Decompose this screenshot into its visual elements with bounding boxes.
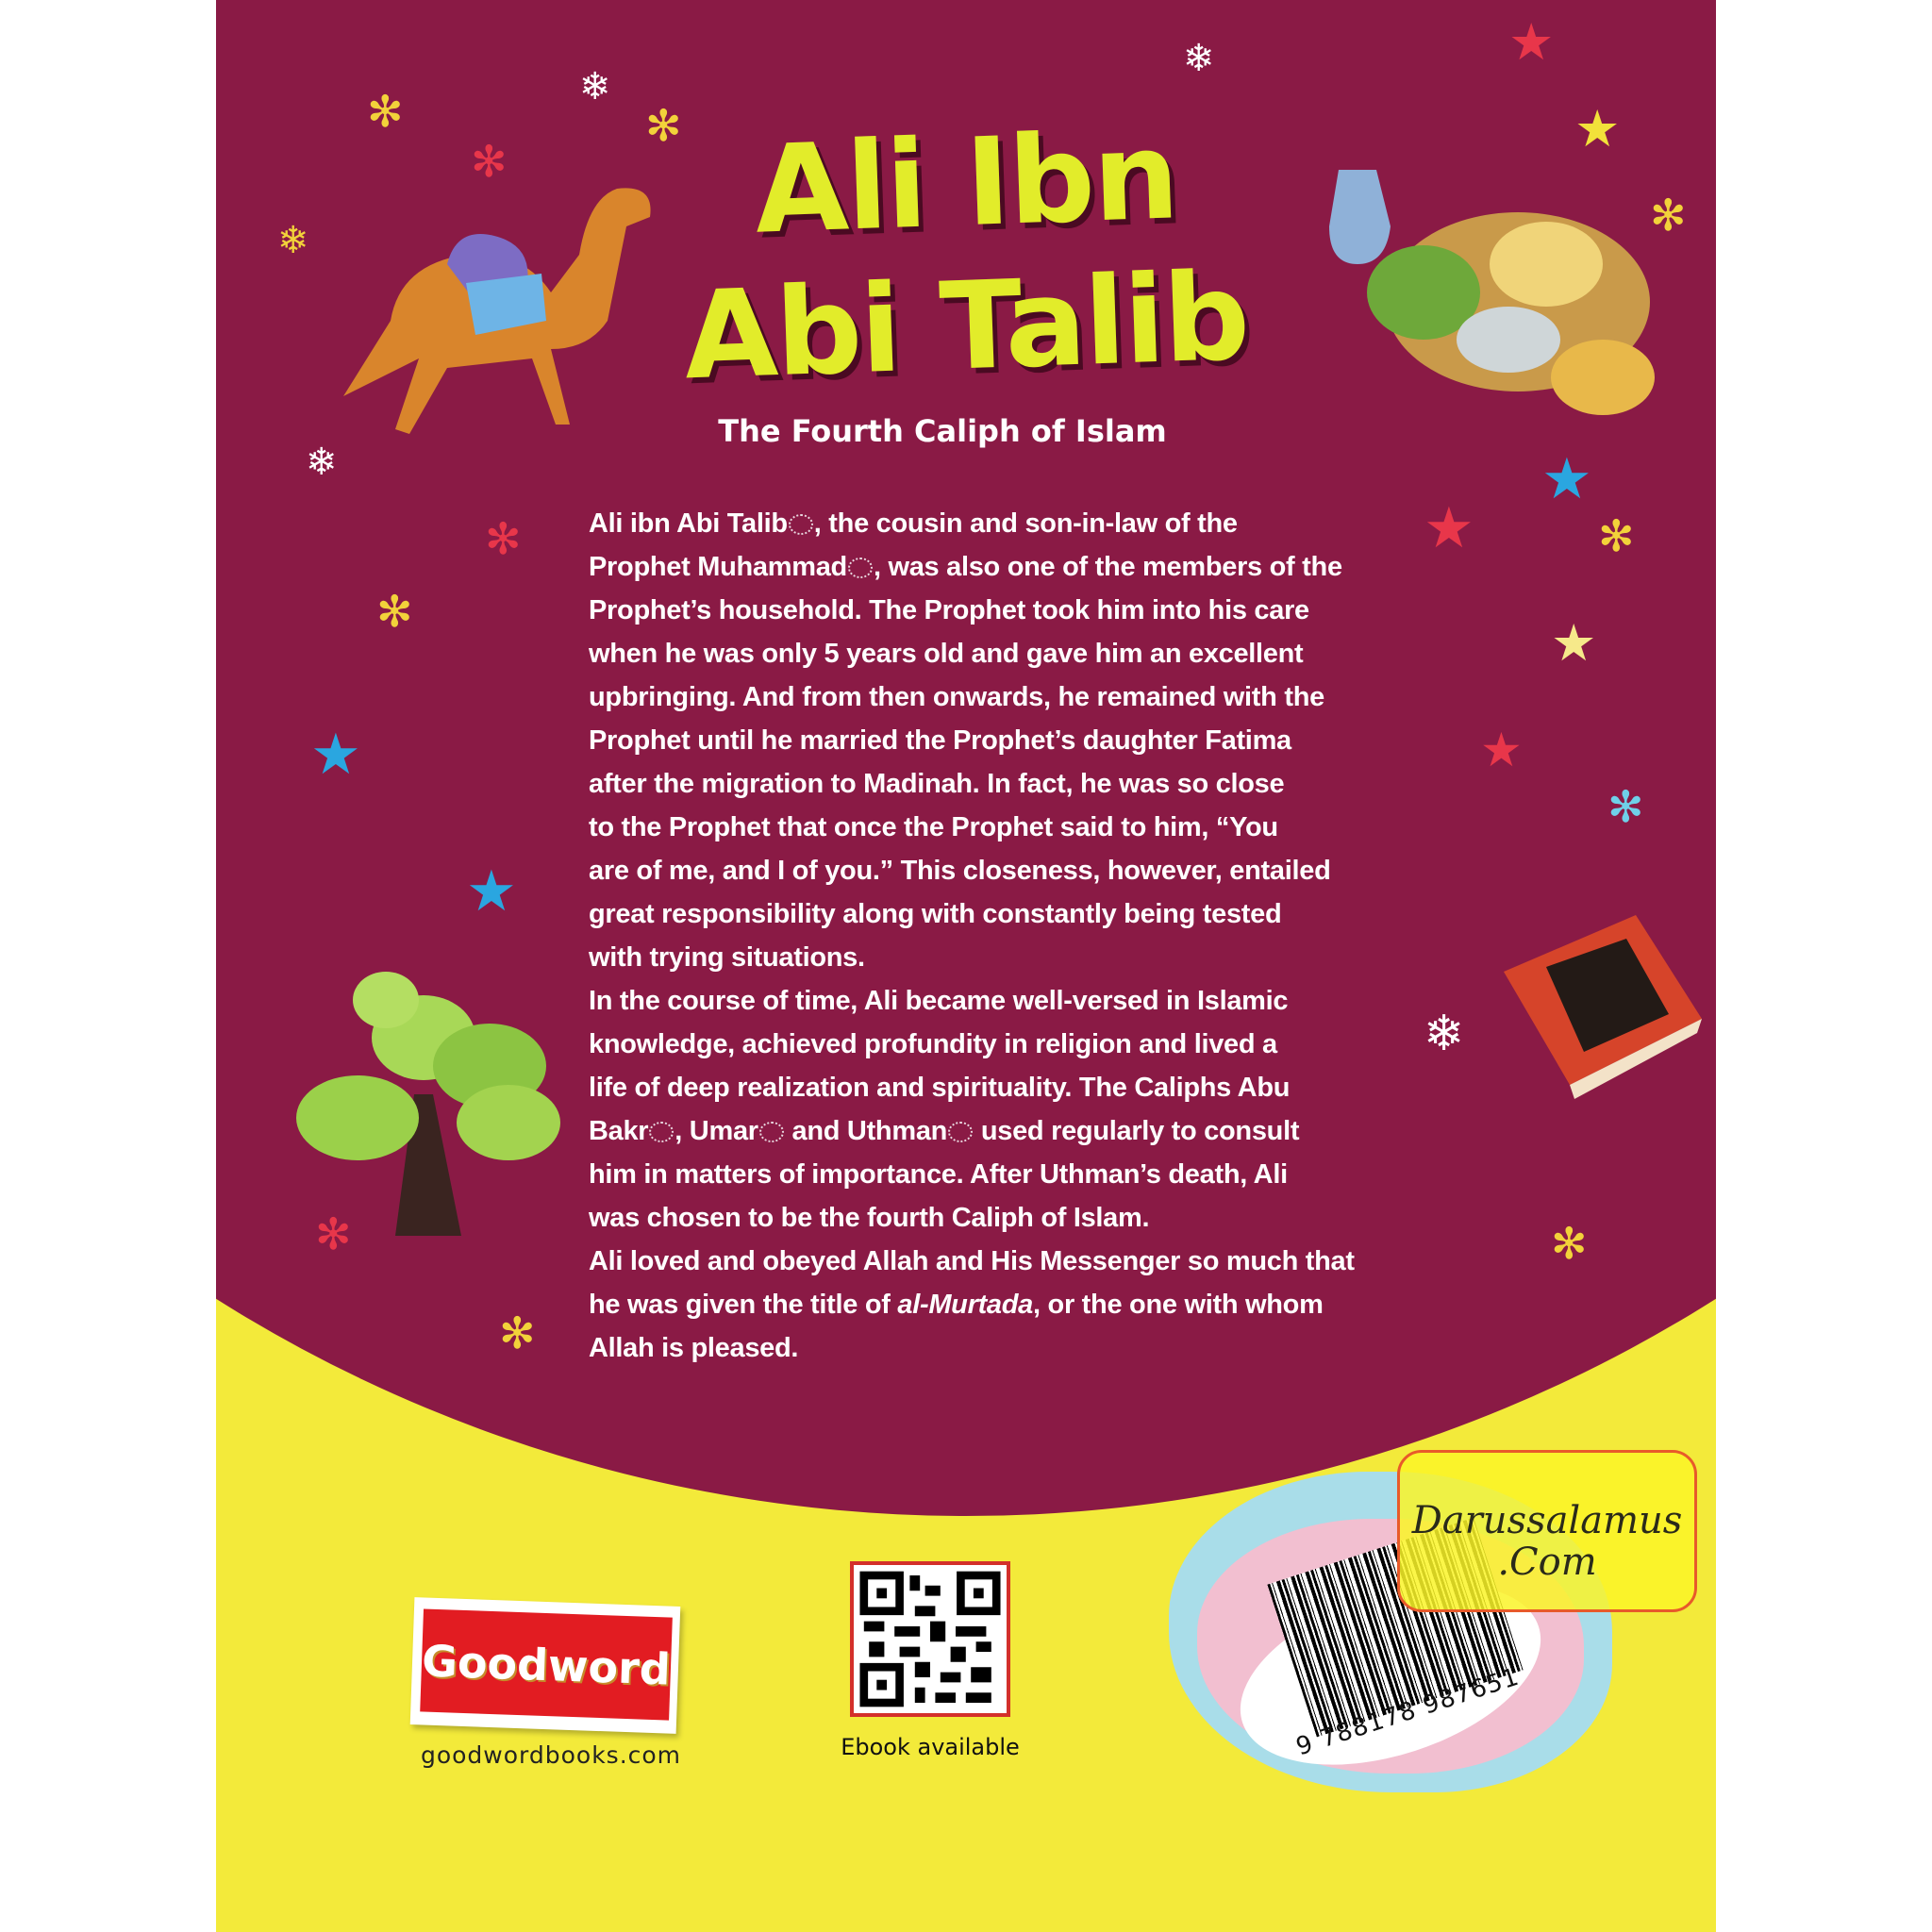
text-segment: , Umar [675,1116,758,1146]
text-line: Prophet’s household. The Prophet took him into his care [589,595,1309,625]
star-icon: ★ [1551,613,1597,673]
synopsis [589,502,1355,1370]
text-line: upbringing. And from then onwards, he remained with the [589,682,1324,712]
snowflake-icon: ❄ [1183,37,1215,80]
star-icon: ★ [466,858,517,924]
book-illustration [1494,915,1707,1123]
flower-star-icon: ✻ [645,100,682,151]
text-line: great responsibility along with constantly being tested [589,899,1282,929]
text-line: In the course of time, Ali became well-versed in Islamic [589,986,1289,1016]
honorific-icon [649,1122,674,1142]
tree-illustration [282,943,565,1245]
text-segment: Ali ibn Abi Talib [589,508,788,539]
ebook-caption: Ebook available [841,1734,1020,1760]
flower-star-icon: ✻ [485,513,522,564]
star-icon: ★ [1424,495,1474,561]
text-line: Allah is pleased. [589,1333,799,1363]
snowflake-icon: ❄ [1424,1006,1465,1062]
isbn-number: 9 788178 987651 [1292,1662,1524,1762]
qr-code [850,1561,1010,1717]
qr-pattern [854,1565,1007,1713]
flower-star-icon: ✻ [1551,1218,1588,1269]
star-icon: ★ [1480,723,1523,777]
text-line: Prophet until he married the Prophet’s daughter Fatima [589,725,1291,756]
text-line: life of deep realization and spirituality. The Caliphs Abu [589,1073,1291,1103]
star-icon: ★ [1574,99,1621,158]
text-segment: used regularly to consult [974,1116,1300,1146]
snowflake-icon: ❄ [306,441,338,484]
honorific-icon [759,1122,784,1142]
honorific-icon [848,558,873,578]
text-line: to the Prophet that once the Prophet said to him, “You [589,812,1278,842]
book-title-line1: Ali Ibn [752,106,1180,261]
text-line: after the migration to Madinah. In fact, he was so close [589,769,1285,799]
text-line [589,502,1355,545]
flower-star-icon: ✻ [1607,781,1644,832]
text-segment: , the cousin and son-in-law of the [813,508,1238,539]
flower-star-icon: ✻ [315,1208,352,1259]
watermark-line1: Darussalamus [1411,1499,1683,1542]
text-line: Ali loved and obeyed Allah and His Messenger so much that [589,1246,1355,1276]
book-back-cover [216,0,1716,1932]
text-line: was chosen to be the fourth Caliph of Islam. [589,1203,1150,1233]
text-segment: , or the one with whom [1033,1290,1324,1320]
watermark-badge [1397,1450,1697,1612]
text-segment: Prophet Muhammad [589,552,847,582]
flower-star-icon: ✻ [376,586,413,637]
flower-star-icon: ✻ [1598,510,1635,561]
publisher-url: goodwordbooks.com [420,1741,682,1769]
text-line: when he was only 5 years old and gave him an excellent [589,639,1304,669]
text-segment: , was also one of the members of the [873,552,1342,582]
snowflake-icon: ❄ [579,65,611,108]
subtitle: The Fourth Caliph of Islam [718,413,1167,449]
publisher-logo-text: Goodword [420,1608,673,1720]
publisher-logo [410,1597,681,1734]
honorific-icon [789,514,813,535]
text-line [589,545,1355,589]
flower-star-icon: ✻ [1650,190,1687,241]
snowflake-icon: ❄ [277,219,309,262]
watermark-line2: .Com [1497,1541,1597,1584]
star-icon: ★ [310,722,361,788]
text-line: are of me, and I of you.” This closeness, however, entailed [589,856,1331,886]
star-icon: ★ [1541,446,1592,512]
text-line: with trying situations. [589,942,865,973]
text-line [589,1283,1355,1326]
flower-star-icon: ✻ [471,136,508,187]
text-line: knowledge, achieved profundity in religion and lived a [589,1029,1277,1059]
text-segment: and Uthman [784,1116,948,1146]
italic-title: al-Murtada [897,1290,1034,1320]
book-title-line2: Abi Talib [681,246,1251,408]
star-icon: ★ [1508,12,1555,72]
text-line [589,1109,1355,1153]
honorific-icon [948,1122,973,1142]
text-line: him in matters of importance. After Uthman’s death, Ali [589,1159,1288,1190]
text-segment: he was given the title of [589,1290,898,1320]
flower-star-icon: ✻ [499,1307,536,1358]
flower-star-icon: ✻ [367,86,404,137]
text-segment: Bakr [589,1116,649,1146]
